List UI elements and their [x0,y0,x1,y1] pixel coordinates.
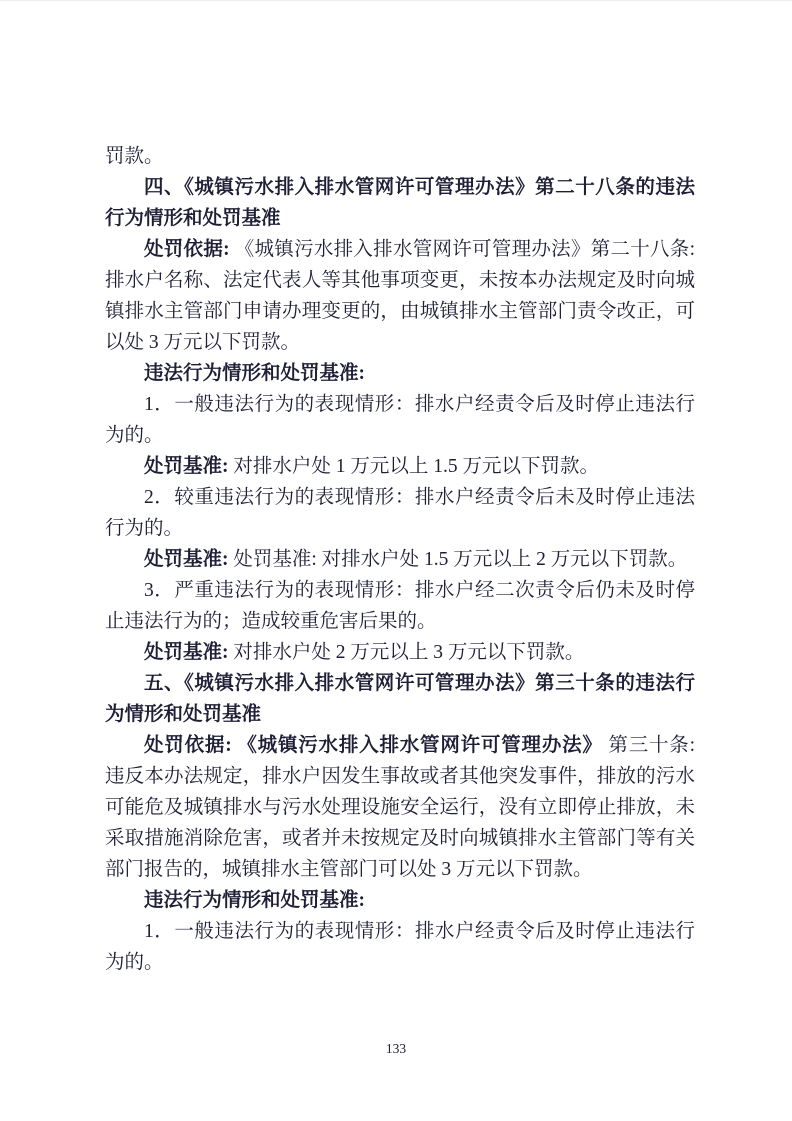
section-4-criteria-heading [105,358,695,389]
section-5-basis-label: 处罚依据: 《城镇污水排入排水管网许可管理办法》 [144,735,603,756]
section-4-criteria-heading-text: 违法行为情形和处罚基准: [144,363,365,384]
section-4-heading [105,172,695,234]
section-5-heading-text: 五、《城镇污水排入排水管网许可管理办法》第三十条的违法行为情形和处罚基准 [105,673,695,725]
section-4-item-3-situation [105,575,695,637]
item-situation-text: 1．一般违法行为的表现情形：排水户经责令后及时停止违法行为的。 [105,921,695,973]
section-5-heading [105,668,695,730]
item-situation-text: 2．较重违法行为的表现情形：排水户经责令后未及时停止违法行为的。 [105,487,695,539]
section-4-basis-text: 《城镇污水排入排水管网许可管理办法》第二十八条: 排水户名称、法定代表人等其他事项变更，未按本办法规定及时向城镇排水主管部门申请办理变更的，由城镇排水主管部门责令改正，可以处 3 万元以下罚款。 [105,239,695,353]
penalty-text: 处罚基准: 对排水户处 1.5 万元以上 2 万元以下罚款。 [233,549,688,570]
penalty-label: 处罚基准: [144,642,234,663]
paragraph-continuation [105,141,695,172]
section-5-criteria-heading-text: 违法行为情形和处罚基准: [144,890,365,911]
section-4-basis-paragraph [105,234,695,358]
section-4-item-3-penalty [105,637,695,668]
penalty-label: 处罚基准: [144,549,234,570]
section-4-item-1-penalty [105,451,695,482]
penalty-text: 对排水户处 2 万元以上 3 万元以下罚款。 [233,642,585,663]
section-5-basis-text: 第三十条: 违反本办法规定，排水户因发生事故或者其他突发事件，排放的污水可能危及城镇排水与污水处理设施安全运行，没有立即停止排放，未采取措施消除危害，或者并未按规定及时向城镇排水主管部门等有关部门报告的，城镇排水主管部门可以处 3 万元以下罚款。 [105,735,696,880]
section-5-item-1-situation [105,916,695,978]
section-5-criteria-heading [105,885,695,916]
section-4-item-1-situation [105,389,695,451]
page-number: 133 [385,1041,407,1056]
section-5-basis-paragraph [105,730,695,885]
item-situation-text: 3．严重违法行为的表现情形：排水户经二次责令后仍未及时停止违法行为的；造成较重危害后果的。 [105,580,695,632]
leading-text: 罚款。 [105,146,164,167]
penalty-text: 对排水户处 1 万元以上 1.5 万元以下罚款。 [233,456,600,477]
section-4-basis-label: 处罚依据: [144,239,235,260]
document-body [105,141,695,978]
penalty-label: 处罚基准: [144,456,234,477]
item-situation-text: 1．一般违法行为的表现情形：排水户经责令后及时停止违法行为的。 [105,394,695,446]
section-4-item-2-penalty [105,544,695,575]
section-4-heading-text: 四、《城镇污水排入排水管网许可管理办法》第二十八条的违法行为情形和处罚基准 [105,177,695,229]
section-4-item-2-situation [105,482,695,544]
